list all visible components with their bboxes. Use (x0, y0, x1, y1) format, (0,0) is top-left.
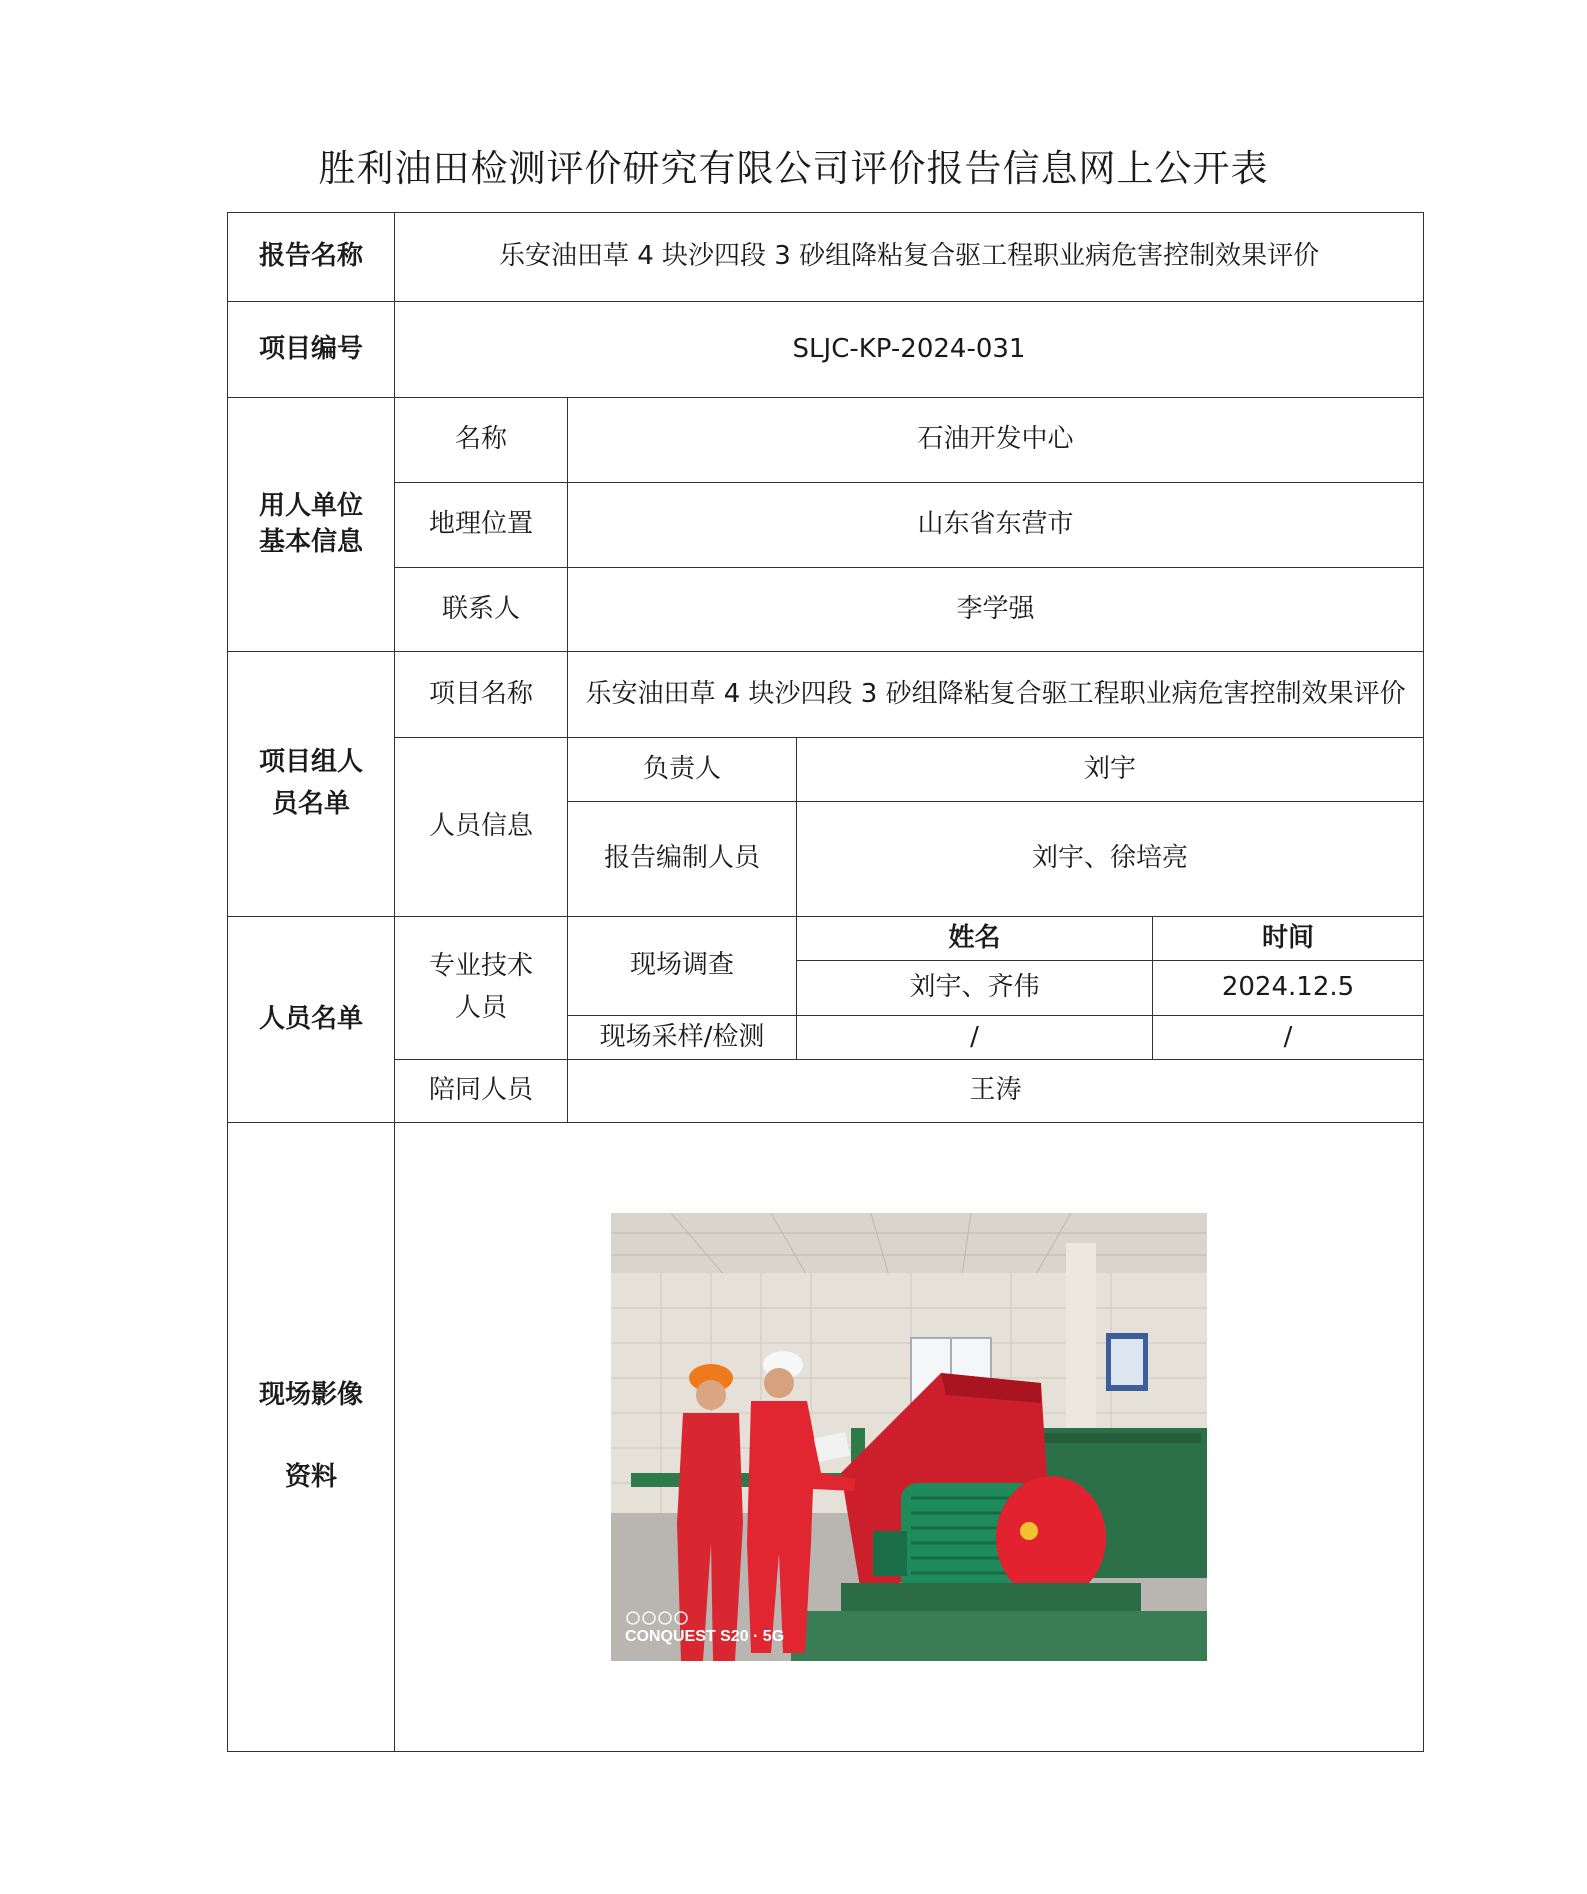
site-photo-image (611, 1213, 1207, 1661)
project-name-label: 项目名称 (395, 652, 568, 738)
report-name-label: 报告名称 (228, 213, 395, 302)
employer-contact-value: 李学强 (568, 568, 1424, 652)
survey-names: 刘宇、齐伟 (797, 961, 1153, 1016)
row-employer-location (228, 483, 1424, 568)
staff-info-label: 人员信息 (395, 738, 568, 917)
employer-label-line2: 基本信息 (258, 526, 363, 557)
row-employer-contact (228, 568, 1424, 652)
employer-label-line1: 用人单位 (258, 491, 363, 522)
sampling-label: 现场采样/检测 (568, 1016, 797, 1060)
compilers-label: 报告编制人员 (568, 802, 797, 917)
row-accompany (228, 1060, 1424, 1123)
accompany-label: 陪同人员 (395, 1060, 568, 1123)
employer-contact-label: 联系人 (395, 568, 568, 652)
tech-staff-label-line1: 专业技术 (428, 951, 533, 982)
tech-staff-label (395, 917, 568, 1060)
personnel-section-label: 人员名单 (228, 917, 395, 1123)
images-label-line2: 资料 (284, 1462, 337, 1492)
col-name-header: 姓名 (797, 917, 1153, 961)
col-time-header: 时间 (1153, 917, 1424, 961)
project-number-label: 项目编号 (228, 302, 395, 398)
row-leader (228, 738, 1424, 802)
employer-name-value: 石油开发中心 (568, 398, 1424, 483)
employer-location-value: 山东省东营市 (568, 483, 1424, 568)
row-project-number (228, 302, 1424, 398)
employer-location-label: 地理位置 (395, 483, 568, 568)
compilers-value: 刘宇、徐培亮 (797, 802, 1424, 917)
row-project-name (228, 652, 1424, 738)
project-name-value: 乐安油田草 4 块沙四段 3 砂组降粘复合驱工程职业病危害控制效果评价 (568, 652, 1424, 738)
row-images (228, 1123, 1424, 1752)
employer-section-label (228, 398, 395, 652)
sampling-time: / (1153, 1016, 1424, 1060)
images-label-line1: 现场影像 (258, 1380, 363, 1411)
disclosure-table (227, 212, 1424, 1752)
report-name-value: 乐安油田草 4 块沙四段 3 砂组降粘复合驱工程职业病危害控制效果评价 (395, 213, 1424, 302)
row-employer-name (228, 398, 1424, 483)
page-title: 胜利油田检测评价研究有限公司评价报告信息网上公开表 (318, 147, 1269, 190)
tech-staff-label-line2: 人员 (454, 993, 507, 1023)
leader-label: 负责人 (568, 738, 797, 802)
project-number-value: SLJC-KP-2024-031 (395, 302, 1424, 398)
survey-time: 2024.12.5 (1153, 961, 1424, 1016)
survey-label: 现场调查 (568, 917, 797, 1016)
project-team-section-label (228, 652, 395, 917)
project-team-label-line1: 项目组人 (258, 747, 363, 778)
images-cell (395, 1123, 1424, 1752)
accompany-value: 王涛 (568, 1060, 1424, 1123)
leader-value: 刘宇 (797, 738, 1424, 802)
sampling-names: / (797, 1016, 1153, 1060)
site-photo (611, 1213, 1207, 1661)
project-team-label-line2: 员名单 (271, 789, 350, 819)
employer-name-label: 名称 (395, 398, 568, 483)
row-report-name (228, 213, 1424, 302)
images-section-label (228, 1123, 395, 1752)
photo-watermark: CONQUEST S20 · 5G (625, 1628, 785, 1645)
row-personnel-header (228, 917, 1424, 961)
